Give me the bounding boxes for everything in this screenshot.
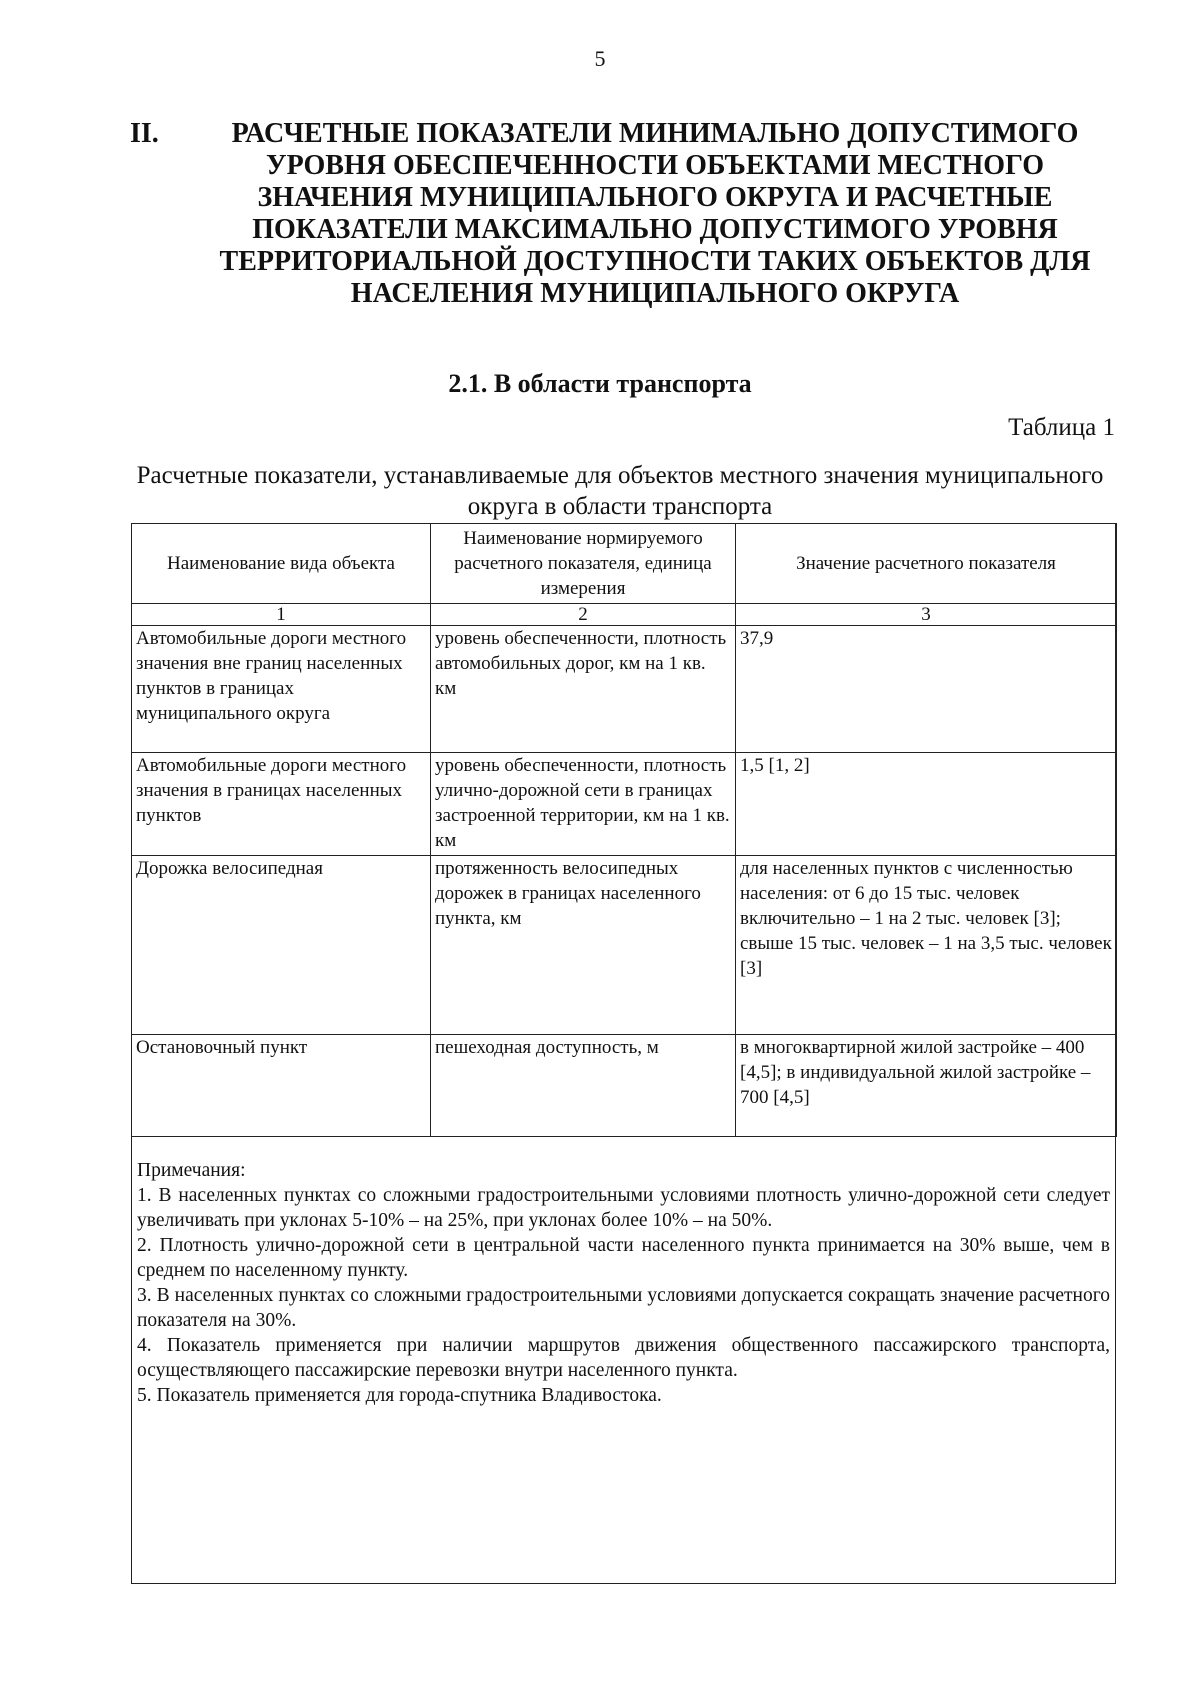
column-number: 1 bbox=[132, 604, 431, 626]
cell-indicator: пешеходная доступность, м bbox=[431, 1035, 736, 1137]
note-item: 2. Плотность улично-дорожной сети в центральной части населенного пункта принимается на 30% выше, чем в среднем по населенному пункту. bbox=[137, 1235, 1110, 1281]
section-title: РАСЧЕТНЫЕ ПОКАЗАТЕЛИ МИНИМАЛЬНО ДОПУСТИМОГО УРОВНЯ ОБЕСПЕЧЕННОСТИ ОБЪЕКТАМИ МЕСТНОГО ЗНАЧЕНИЯ МУНИЦИПАЛЬНОГО ОКРУГА И РАСЧЕТНЫЕ ПОКАЗАТЕЛИ МАКСИМАЛЬНО ДОПУСТИМОГО УРОВНЯ ТЕРРИТОРИАЛЬНОЙ ДОСТУПНОСТИ ТАКИХ ОБЪЕКТОВ ДЛЯ НАСЕЛЕНИЯ МУНИЦИПАЛЬНОГО ОКРУГА bbox=[219, 118, 1091, 309]
table-row bbox=[132, 856, 1117, 1035]
column-number: 2 bbox=[431, 604, 736, 626]
notes-title: Примечания: bbox=[137, 1160, 246, 1181]
header-object-type: Наименование вида объекта bbox=[132, 524, 431, 604]
column-numbers-row bbox=[132, 604, 1117, 626]
table-notes bbox=[131, 1158, 1116, 1408]
section-heading bbox=[130, 118, 1120, 310]
note-item: 5. Показатель применяется для города-спутника Владивостока. bbox=[137, 1385, 662, 1406]
subsection-title: 2.1. В области транспорта bbox=[448, 369, 752, 398]
cell-value: для населенных пунктов с численностью населения: от 6 до 15 тыс. человек включительно – 1 на 2 тыс. человек [3]; свыше 15 тыс. человек – 1 на 3,5 тыс. человек [3] bbox=[736, 856, 1117, 1035]
cell-value: 1,5 [1, 2] bbox=[736, 753, 1117, 856]
cell-object: Автомобильные дороги местного значения в границах населенных пунктов bbox=[132, 753, 431, 856]
section-number: II. bbox=[130, 118, 159, 149]
cell-object: Автомобильные дороги местного значения вне границ населенных пунктов в границах муниципального округа bbox=[132, 626, 431, 753]
note-item: 1. В населенных пунктах со сложными градостроительными условиями плотность улично-дорожной сети следует увеличивать при уклонах 5-10% – на 25%, при уклонах более 10% – на 50%. bbox=[137, 1185, 1110, 1231]
cell-indicator: протяженность велосипедных дорожек в границах населенного пункта, км bbox=[431, 856, 736, 1035]
column-number: 3 bbox=[736, 604, 1117, 626]
note-item: 4. Показатель применяется при наличии маршрутов движения общественного пассажирского транспорта, осуществляющего пассажирские перевозки внутри населенного пункта. bbox=[137, 1335, 1110, 1381]
header-value: Значение расчетного показателя bbox=[736, 524, 1117, 604]
page-number: 5 bbox=[594, 46, 606, 71]
note-item: 3. В населенных пунктах со сложными градостроительными условиями допускается сокращать значение расчетного показателя на 30%. bbox=[137, 1285, 1110, 1331]
cell-object: Дорожка велосипедная bbox=[132, 856, 431, 1035]
table-caption: Расчетные показатели, устанавливаемые для объектов местного значения муниципального округа в области транспорта bbox=[136, 462, 1104, 520]
cell-indicator: уровень обеспеченности, плотность улично-дорожной сети в границах застроенной территории, км на 1 кв. км bbox=[431, 753, 736, 856]
cell-indicator: уровень обеспеченности, плотность автомобильных дорог, км на 1 кв. км bbox=[431, 626, 736, 753]
table-label: Таблица 1 bbox=[1008, 414, 1115, 441]
cell-value: в многоквартирной жилой застройке – 400 [4,5]; в индивидуальной жилой застройке – 700 [4,5] bbox=[736, 1035, 1117, 1137]
table-header-row bbox=[132, 524, 1117, 604]
table-row bbox=[132, 626, 1117, 753]
header-indicator: Наименование нормируемого расчетного показателя, единица измерения bbox=[431, 524, 736, 604]
cell-value: 37,9 bbox=[736, 626, 1117, 753]
indicators-table bbox=[131, 523, 1117, 1137]
cell-object: Остановочный пункт bbox=[132, 1035, 431, 1137]
table-row bbox=[132, 753, 1117, 856]
table-row bbox=[132, 1035, 1117, 1137]
